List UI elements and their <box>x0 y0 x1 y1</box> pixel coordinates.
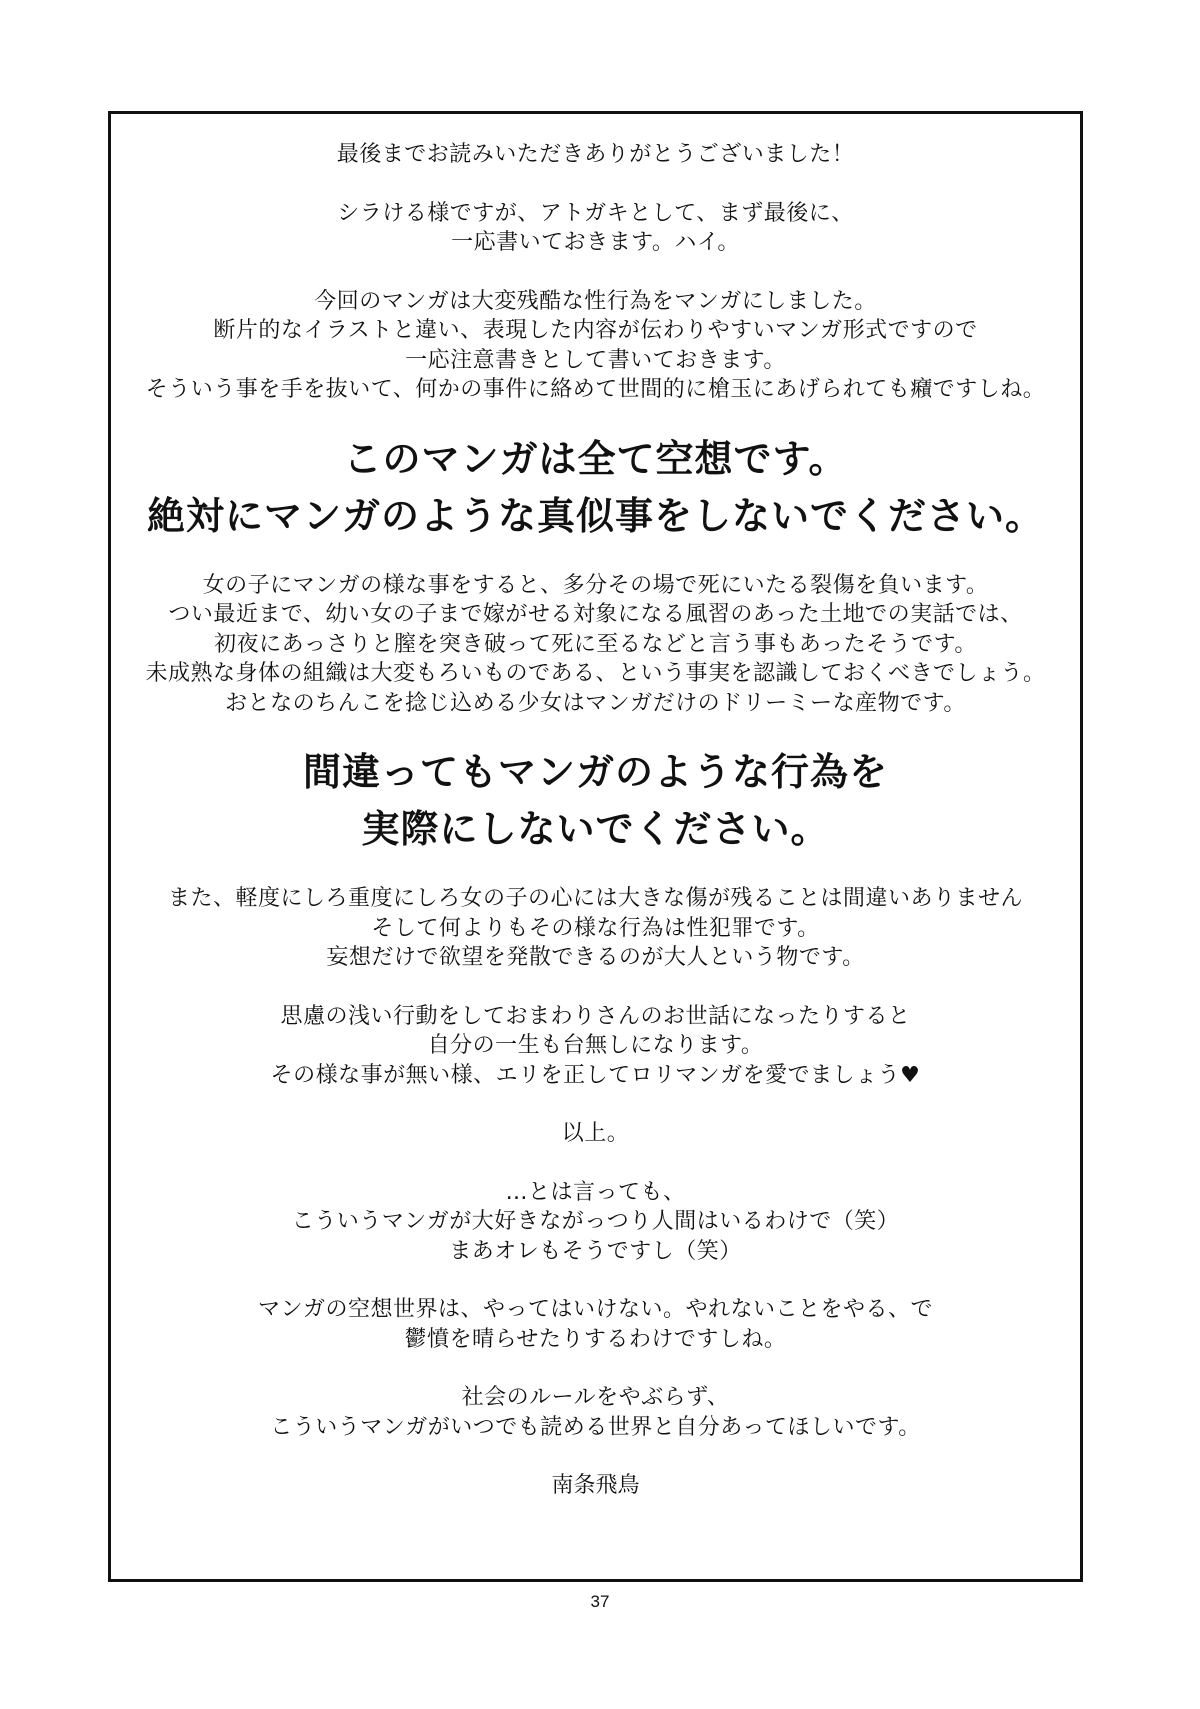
advice-paragraph <box>111 1002 1080 1091</box>
closing-line: 社会のルールをやぶらず、 <box>461 1385 730 1410</box>
consequences-line: そして何よりもその様な行為は性犯罪です。 <box>371 915 820 941</box>
notice-line: 断片的なイラストと違い、表現した内容が伝わりやすいマンガ形式ですので <box>213 318 978 343</box>
explanation-line: おとなのちんこを捻じ込める少女はマンガだけのドリーミーな産物です。 <box>225 690 966 716</box>
intro-line: 一応書いておきます。ハイ。 <box>451 230 740 255</box>
warning-line: 間違ってもマンガのような行為を <box>302 750 888 794</box>
consequences-line: 妄想だけで欲望を発散できるのが大人という物です。 <box>326 945 865 970</box>
do-not-imitate-heading <box>111 744 1080 858</box>
aside-line: …とは言っても、 <box>505 1179 686 1205</box>
reflection-line: 鬱憤を晴らせたりするわけですしね。 <box>404 1326 787 1352</box>
intro-paragraph <box>111 199 1080 258</box>
notice-line: そういう事を手を抜いて、何かの事件に絡めて世間的に槍玉にあげられても癪ですしね。 <box>145 377 1046 402</box>
aside-paragraph <box>111 1178 1080 1267</box>
consequences-line: また、軽度にしろ重度にしろ女の子の心には大きな傷が残ることは間違いありません <box>167 886 1023 911</box>
afterword-content <box>111 140 1080 1500</box>
advice-line: 思慮の浅い行動をしておまわりさんのお世話になったりすると <box>280 1003 911 1029</box>
advice-line: その様な事が無い様、エリを正してロリマンガを愛でましょう♥ <box>270 1062 921 1088</box>
page-number: 37 <box>590 1592 610 1611</box>
explanation-paragraph <box>111 571 1080 719</box>
explanation-line: 初夜にあっさりと膣を突き破って死に至るなどと言う事もあったそうです。 <box>214 631 977 657</box>
warning-line: 絶対にマンガのような真似事をしないでください。 <box>146 493 1044 538</box>
explanation-line: 未成熟な身体の組織は大変もろいものである、という事実を認識しておくべきでしょう。 <box>145 661 1046 686</box>
notice-paragraph <box>111 287 1080 405</box>
warning-line: このマンガは全て空想です。 <box>343 436 848 481</box>
notice-line: 一応注意書きとして書いておきます。 <box>405 347 786 373</box>
aside-line: まあオレもそうですし（笑） <box>449 1238 742 1264</box>
closing-paragraph <box>111 1383 1080 1442</box>
reflection-paragraph <box>111 1295 1080 1354</box>
explanation-line: 女の子にマンガの様な事をすると、多分その場で死にいたる裂傷を負います。 <box>202 572 989 598</box>
closing-line: こういうマンガがいつでも読める世界と自分あってほしいです。 <box>270 1414 921 1440</box>
end-mark: 以上。 <box>561 1121 630 1146</box>
explanation-line: つい最近まで、幼い女の子まで嫁がせる対象になる風習のあった土地での実話では、 <box>168 602 1023 627</box>
intro-line: シラける様ですが、アトガキとして、まず最後に、 <box>337 200 854 226</box>
consequences-paragraph <box>111 884 1080 973</box>
reflection-line: マンガの空想世界は、やってはいけない。やれないことをやる、で <box>257 1297 933 1322</box>
notice-line: 今回のマンガは大変残酷な性行為をマンガにしました。 <box>314 288 877 314</box>
advice-line: 自分の一生も台無しになります。 <box>427 1033 764 1058</box>
aside-line: こういうマンガが大好きながっつり人間はいるわけで（笑） <box>291 1209 900 1234</box>
opening-line: 最後までお読みいただきありがとうございました！ <box>336 142 855 167</box>
warning-line: 実際にしないでください。 <box>361 807 830 851</box>
author-signature: 南条飛鳥 <box>551 1473 640 1498</box>
fiction-warning-heading <box>111 431 1080 545</box>
